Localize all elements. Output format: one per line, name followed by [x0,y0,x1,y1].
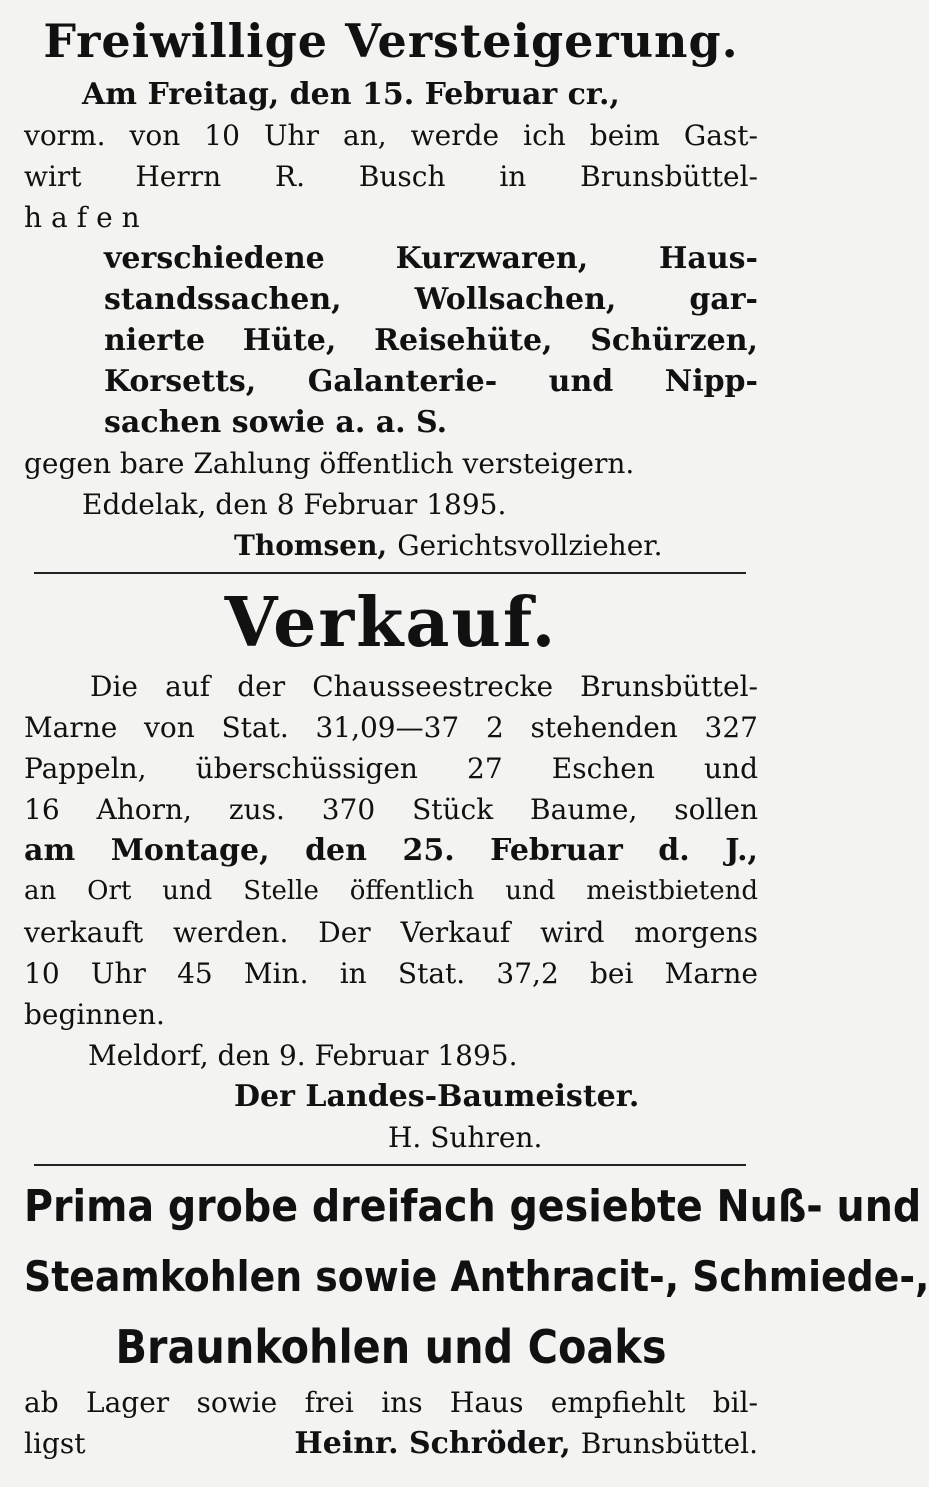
coal-title-line: Prima grobe dreifach gesiebte Nuß- und [24,1181,922,1232]
coal-merchant-town: Brunsbüttel. [580,1427,758,1460]
auction-text-line: wirt Herrn R. Busch in Brunsbüttel- [24,160,758,193]
sale-signer-title: Der Landes-Baumeister. [234,1079,640,1114]
auction-signer-name: Thomsen, [234,529,388,562]
auction-advertisement [24,8,758,566]
sale-text-line: Die auf der Chausseestrecke Brunsbüttel- [90,670,758,703]
coal-merchant-name: Heinr. Schröder, [294,1426,571,1461]
auction-title: Freiwillige Versteigerung. [43,14,739,68]
auction-date-line: Am Freitag, den 15. Februar cr., [82,77,620,112]
sale-text-line: an Ort und Stelle öffentlich und meistbietend [24,876,758,906]
sale-place-date: Meldorf, den 9. Februar 1895. [88,1039,518,1072]
sale-title: Verkauf. [224,583,558,663]
auction-place-date: Eddelak, den 8 Februar 1895. [82,488,507,521]
coal-merchant-line [24,1423,758,1464]
sale-text-line: 10 Uhr 45 Min. in Stat. 37,2 bei Marne [24,957,758,990]
coal-merchant-block [234,1423,758,1464]
sale-advertisement [24,580,758,1158]
coal-title-line: Braunkohlen und Coaks [115,1320,667,1374]
sale-text-line: Pappeln, überschüssigen 27 Eschen und [24,752,758,785]
auction-signature [24,525,758,566]
coal-advertisement [24,1172,929,1464]
auction-item-line: standssachen, Wollsachen, gar- [104,282,758,317]
auction-text-line: vorm. von 10 Uhr an, werde ich beim Gast- [24,119,758,152]
coal-title-line: Steamkohlen sowie Anthracit-, Schmiede-, [24,1252,929,1301]
auction-closing: gegen bare Zahlung öffentlich versteigern. [24,447,635,480]
coal-text-line: ab Lager sowie frei ins Haus empfiehlt bil- [24,1386,758,1419]
sale-date-line: am Montage, den 25. Februar d. J., [24,833,758,868]
auction-item-line: verschiedene Kurzwaren, Haus- [104,241,758,276]
auction-item-line: sachen sowie a. a. S. [104,405,448,440]
sale-text-line: 16 Ahorn, zus. 370 Stück Baume, sollen [24,793,758,826]
coal-text-start: ligst [24,1427,86,1460]
auction-text-line: hafen [24,201,149,234]
sale-text-line: Marne von Stat. 31,09—37 2 stehenden 327 [24,711,758,744]
auction-signer-title: Gerichtsvollzieher. [397,529,663,562]
sale-text-line: verkauft werden. Der Verkauf wird morgens [24,916,758,949]
divider [34,572,746,574]
sale-signer-name: H. Suhren. [388,1121,543,1154]
sale-text-line: beginnen. [24,998,165,1031]
auction-item-line: Korsetts, Galanterie- und Nipp- [104,364,758,399]
divider [34,1164,746,1166]
auction-item-line: nierte Hüte, Reisehüte, Schürzen, [104,323,758,358]
